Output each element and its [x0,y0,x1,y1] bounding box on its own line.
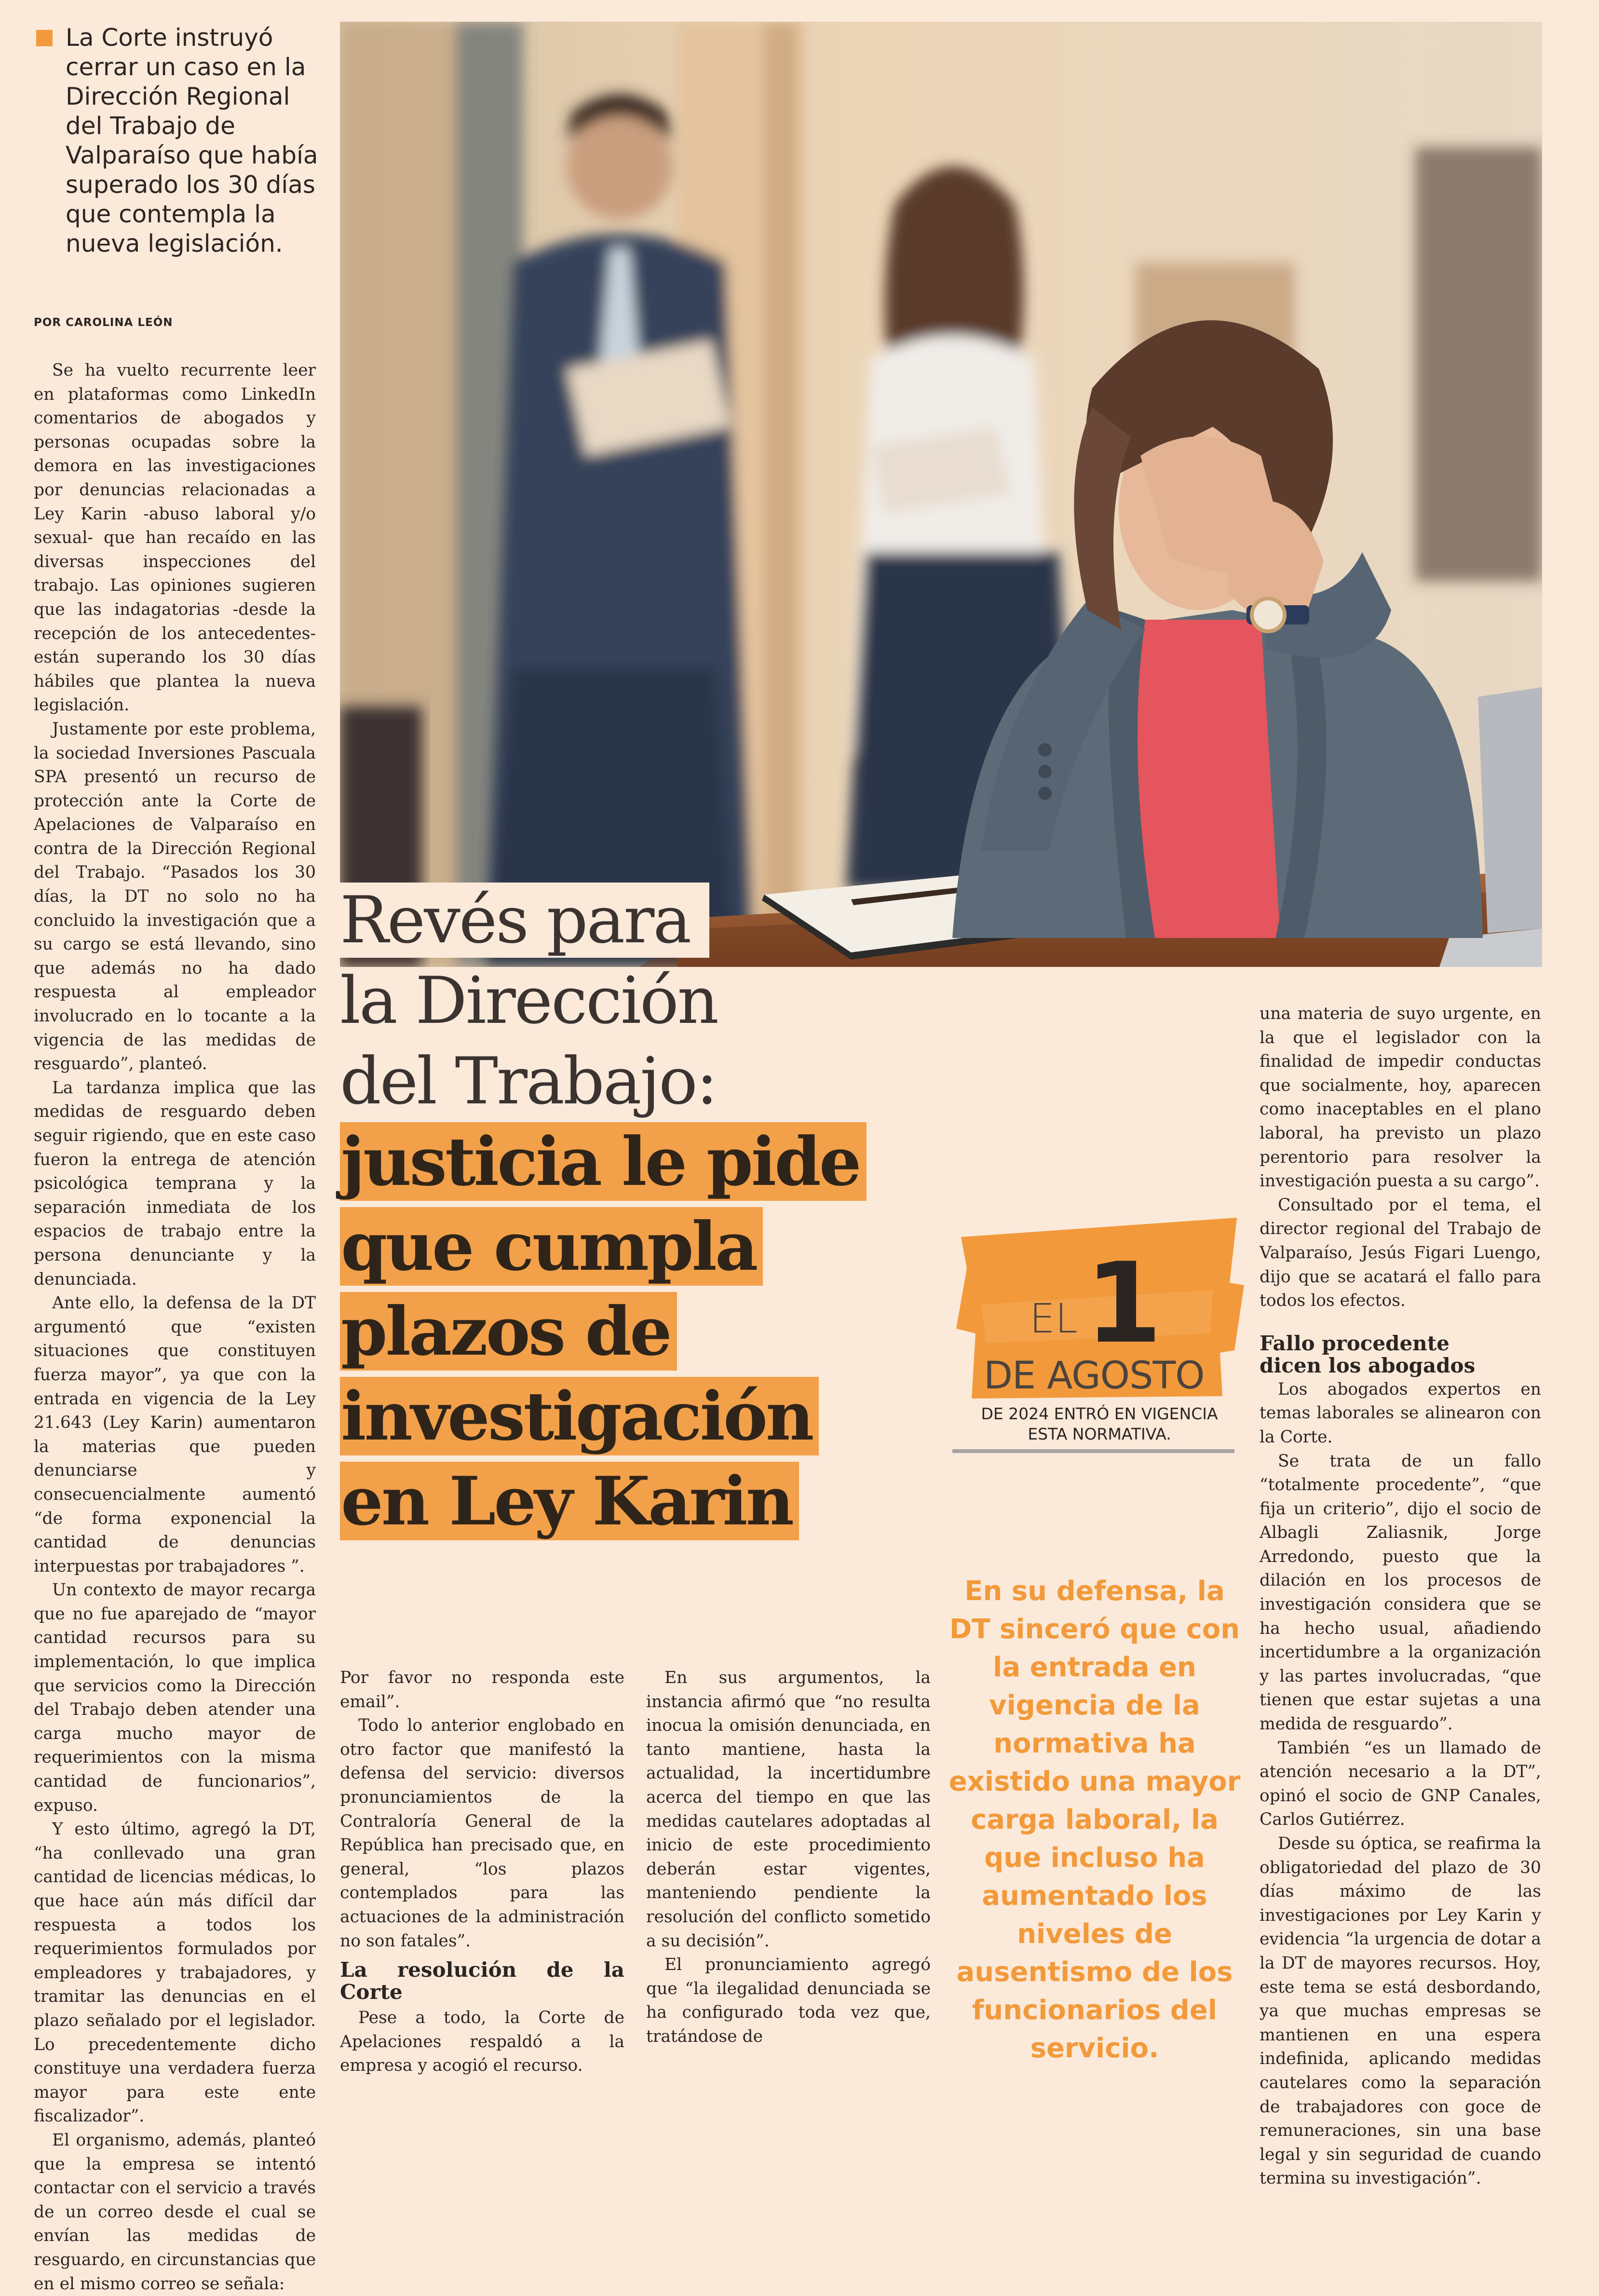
headline-bold-line-4: investigación [340,1377,819,1455]
col1-paragraph: Un contexto de mayor recarga que no fue aparejado de “mayor cantidad recursos para su implementación, lo que implica que servicios como la Dirección del Trabajo deben atender una carga mucho mayor de requerimientos con la misma cantidad de funcionarios”, expuso. [34,1580,316,1815]
article-column-3 [646,1666,931,2049]
col1-paragraph: El organismo, además, planteó que la empresa se intentó contactar con el servicio a través de un correo desde el cual se envían las medidas de resguardo, en circunstancias que en el mismo correo se señala: [34,2130,316,2294]
col1-paragraph: Y esto último, agregó la DT, “ha conllevado una gran cantidad de licencias médicas, lo que hace aún más difícil dar respuesta a todos los requerimientos formulados por empleadores y trabajadores, y tramitar las denuncias en el plazo señalado por el legislador. Lo precedentemente dicho constituye una verdadera fuerza mayor para este ente fiscalizador”. [34,1820,316,2126]
article-column-1 [34,359,316,2296]
headline-line [340,880,952,961]
date-subtitle-line: ESTA NORMATIVA. [1028,1425,1171,1443]
subhead-resolucion: La resolución de la Corte [340,1958,624,2004]
kicker-square-icon [36,30,53,46]
col4-paragraph: Desde su óptica, se reafirma la obligatoriedad del plazo de 30 días máximo de las investigaciones por Ley Karin y evidencia “la urgencia de dotar a la DT de mayores recursos. Hoy, este tema se está desbordando, ya que muchas empresas se mantienen en una espera indefinida, aplicando medidas cautelares como la separación de trabajadores con goce de remuneraciones, sin una base legal y sin seguridad de cuando termina su investigación”. [1260,1834,1541,2188]
col4-paragraph: Se trata de un fallo “totalmente procedente”, “que fija un criterio”, dijo el socio de Albagli Zaliasnik, Jorge Arredondo, puesto que la dilación en los procesos de investigación considera que se ha hecho usual, añadiendo incertidumbre a la organización y las partes involucradas, “que tienen que estar sujetas a una medida de resguardo”. [1260,1451,1541,1734]
pull-quote: En su defensa, la DT sinceró que con la entrada en vigencia de la normativa ha existido una mayor carga laboral, la que incluso ha aumentado los niveles de ausentismo de los funcionarios del servicio. [949,1576,1241,2064]
subhead-fallo-line-1: Fallo procedente [1260,1331,1450,1355]
col1-paragraph: La tardanza implica que las medidas de resguardo deben seguir rigiendo, que en este caso fueron la entrega de atención psicológica temprana y la separación inmediata de los espacios de trabajo entre la persona denunciante y la denunciada. [34,1078,316,1289]
headline-line [340,1292,952,1373]
col3-paragraph: El pronunciamiento agregó que “la ilegalidad denunciada se ha configurado toda vez que, tratándose de [646,1955,931,2046]
callout-divider [952,1449,1234,1453]
article-column-4 [1260,1002,1541,2191]
date-callout [952,1213,1247,1454]
headline-line [340,1123,952,1204]
headline-light-line-3: del Trabajo: [340,1044,717,1119]
headline-line [340,1208,952,1289]
office-scene-illustration [340,22,1542,967]
kicker [34,23,333,258]
headline-line [340,1462,952,1543]
headline-light-line-2: la Dirección [340,963,718,1038]
date-subtitle [952,1404,1247,1444]
col4-paragraph: una materia de suyo urgente, en la que el legislador con la finalidad de impedir conductas que socialmente, hoy, aparecen como inaceptables en el plano laboral, ha previsto un plazo perentorio para resolver la investigación puesta a su cargo”. [1260,1004,1541,1191]
col3-paragraph: En sus argumentos, la instancia afirmó que “no resulta inocua la omisión denunciada, en tanto mantiene, hasta la actualidad, la incertidumbre acerca del tiempo en que las medidas cautelares adoptadas al inicio de este procedimiento deberán estar vigentes, manteniendo pendiente la resolución del conflicto sometido a su decisión”. [646,1668,931,1951]
headline [340,880,952,1543]
col4-paragraph: Consultado por el tema, el director regional del Trabajo de Valparaíso, Jesús Figari Luengo, dijo que se acatará el fallo para todos los efectos. [1260,1195,1541,1311]
article-photo [340,22,1542,967]
col4-paragraph: También “es un llamado de atención necesario a la DT”, opinó el socio de GNP Canales, Carlos Gutiérrez. [1260,1738,1541,1830]
date-el: EL [1030,1295,1078,1342]
headline-bold-line-5: en Ley Karin [340,1462,799,1540]
col2-paragraph: Todo lo anterior englobado en otro factor que manifestó la defensa del servicio: diversos pronunciamientos de la Contraloría General de la República han precisado que, en general, “los plazos contemplados para las actuaciones de la administración no son fatales”. [340,1716,624,1951]
byline: POR CAROLINA LEÓN [34,316,173,329]
article-column-2 [340,1666,624,2078]
col2-paragraph: Por favor no responda este email”. [340,1668,624,1712]
col1-paragraph: Ante ello, la defensa de la DT argumentó que “existen situaciones que constituyen fuerza mayor”, ya que con la entrada en vigencia de la Ley 21.643 (Ley Karin) aumentaron la materias que pueden denunciarse y consecuencialmente aumentó “de forma exponencial la cantidad de denuncias interpuestas por trabajadores ”. [34,1293,316,1576]
subhead-fallo-line-2: dicen los abogados [1260,1353,1476,1377]
col4-paragraph: Los abogados expertos en temas laborales se alinearon con la Corte. [1260,1379,1541,1447]
col1-paragraph: Justamente por este problema, la sociedad Inversiones Pascuala SPA presentó un recurso de protección ante la Corte de Apelaciones de Valparaíso en contra de la Dirección Regional del Trabajo. “Pasados los 30 días, la DT no solo no ha concluido la investigación que a su cargo se está llevando, sino que además no ha dado respuesta al empleador involucrado en lo tocante a la vigencia de las medidas de resguardo”, planteó. [34,719,316,1074]
headline-bold-line-3: plazos de [340,1292,677,1371]
headline-bold-line-2: que cumpla [340,1207,763,1286]
date-month: DE AGOSTO [984,1354,1205,1398]
date-subtitle-line: DE 2024 ENTRÓ EN VIGENCIA [981,1404,1218,1423]
date-number: 1 [1085,1239,1163,1368]
col2-paragraph: Pese a todo, la Corte de Apelaciones respaldó a la empresa y acogió el recurso. [340,2008,624,2076]
headline-line [340,1377,952,1458]
headline-light-line-1: Revés para [340,883,709,958]
headline-bold-line-1: justicia le pide [340,1122,867,1201]
kicker-text: La Corte instruyó cerrar un caso en la Dirección Regional del Trabajo de Valparaíso que había superado los 30 días que contempla la nueva legislación. [66,24,318,258]
col1-paragraph: Se ha vuelto recurrente leer en plataformas como LinkedIn comentarios de abogados y personas ocupadas sobre la demora en las investigaciones por denuncias relacionadas a Ley Karin -abuso laboral y/o sexual- que han recaído en las diversas inspecciones del trabajo. Las opiniones sugieren que las indagatorias -desde la recepción de los antecedentes- están superando los 30 días hábiles que plantea la nueva legislación. [34,361,316,715]
